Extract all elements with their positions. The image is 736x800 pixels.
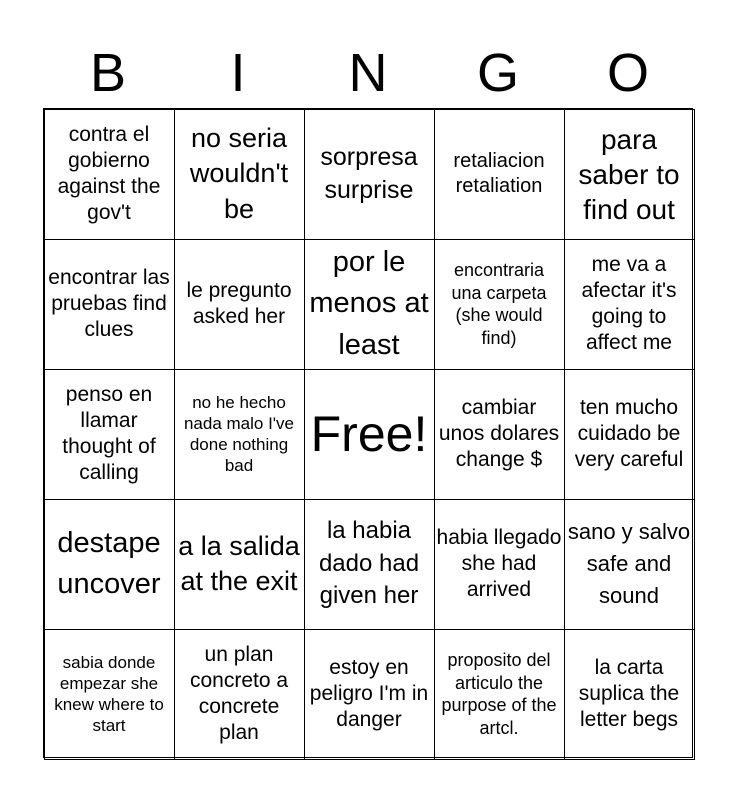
bingo-cell[interactable]: [434, 239, 565, 370]
bingo-cell[interactable]: [174, 239, 305, 370]
header-letter-o: O: [606, 43, 649, 103]
bingo-cell[interactable]: [564, 499, 695, 630]
bingo-cell[interactable]: [174, 369, 305, 500]
cell-text: contra el gobierno against the gov't: [57, 122, 161, 225]
cell-text: no he hecho nada malo I've done nothing bad: [183, 392, 295, 476]
bingo-cell[interactable]: [174, 109, 305, 240]
cell-text: por le menos at least: [309, 246, 429, 361]
bingo-cell[interactable]: [564, 239, 695, 370]
bingo-cell[interactable]: [434, 499, 565, 630]
cell-text: le pregunto asked her: [186, 278, 292, 328]
header-letter-g: G: [476, 43, 519, 103]
bingo-cell[interactable]: [304, 109, 435, 240]
cell-text: habia llegado she had arrived: [436, 525, 562, 602]
bingo-cell[interactable]: [564, 369, 695, 500]
bingo-cell[interactable]: [564, 629, 695, 760]
free-space-text: Free!: [310, 405, 428, 462]
bingo-cell[interactable]: [304, 629, 435, 760]
cell-text: sabia donde empezar she knew where to start: [54, 652, 164, 736]
header-letter-i: I: [230, 43, 246, 103]
bingo-cell[interactable]: [434, 109, 565, 240]
cell-text: sano y salvo safe and sound: [567, 519, 691, 608]
cell-text: encontraria una carpeta (she would find): [451, 260, 547, 348]
bingo-cell[interactable]: [304, 239, 435, 370]
bingo-board: [43, 108, 693, 758]
cell-text: sorpresa surprise: [320, 143, 418, 204]
bingo-cell[interactable]: [174, 499, 305, 630]
header-letter-n: N: [348, 43, 388, 103]
bingo-cell[interactable]: [44, 109, 175, 240]
cell-text: encontrar las pruebas find clues: [48, 265, 170, 342]
bingo-cell[interactable]: [434, 369, 565, 500]
cell-text: retaliacion retaliation: [453, 150, 545, 197]
bingo-cell[interactable]: [174, 629, 305, 760]
cell-text: no seria wouldn't be: [189, 123, 289, 224]
header-letter-b: B: [89, 43, 127, 103]
bingo-cell[interactable]: [44, 239, 175, 370]
cell-text: cambiar unos dolares change $: [438, 395, 560, 472]
cell-text: destape uncover: [57, 526, 161, 600]
free-space-cell[interactable]: [304, 369, 435, 500]
cell-text: la habia dado had given her: [318, 517, 420, 610]
bingo-cell[interactable]: [304, 499, 435, 630]
bingo-cell[interactable]: [44, 629, 175, 760]
cell-text: proposito del articulo the purpose of the artcl.: [441, 650, 557, 738]
cell-text: a la salida at the exit: [178, 530, 300, 596]
cell-text: ten mucho cuidado be very careful: [574, 395, 684, 472]
cell-text: estoy en peligro I'm in danger: [309, 655, 429, 732]
bingo-cell[interactable]: [434, 629, 565, 760]
cell-text: un plan concreto a concrete plan: [189, 642, 289, 745]
bingo-cell[interactable]: [44, 369, 175, 500]
bingo-cell[interactable]: [44, 499, 175, 630]
cell-text: para saber to find out: [578, 123, 680, 225]
cell-text: la carta suplica the letter begs: [578, 655, 680, 732]
bingo-cell[interactable]: [564, 109, 695, 240]
cell-text: me va a afectar it's going to affect me: [581, 252, 677, 355]
cell-text: penso en llamar thought of calling: [62, 382, 156, 485]
bingo-header: [43, 38, 693, 108]
